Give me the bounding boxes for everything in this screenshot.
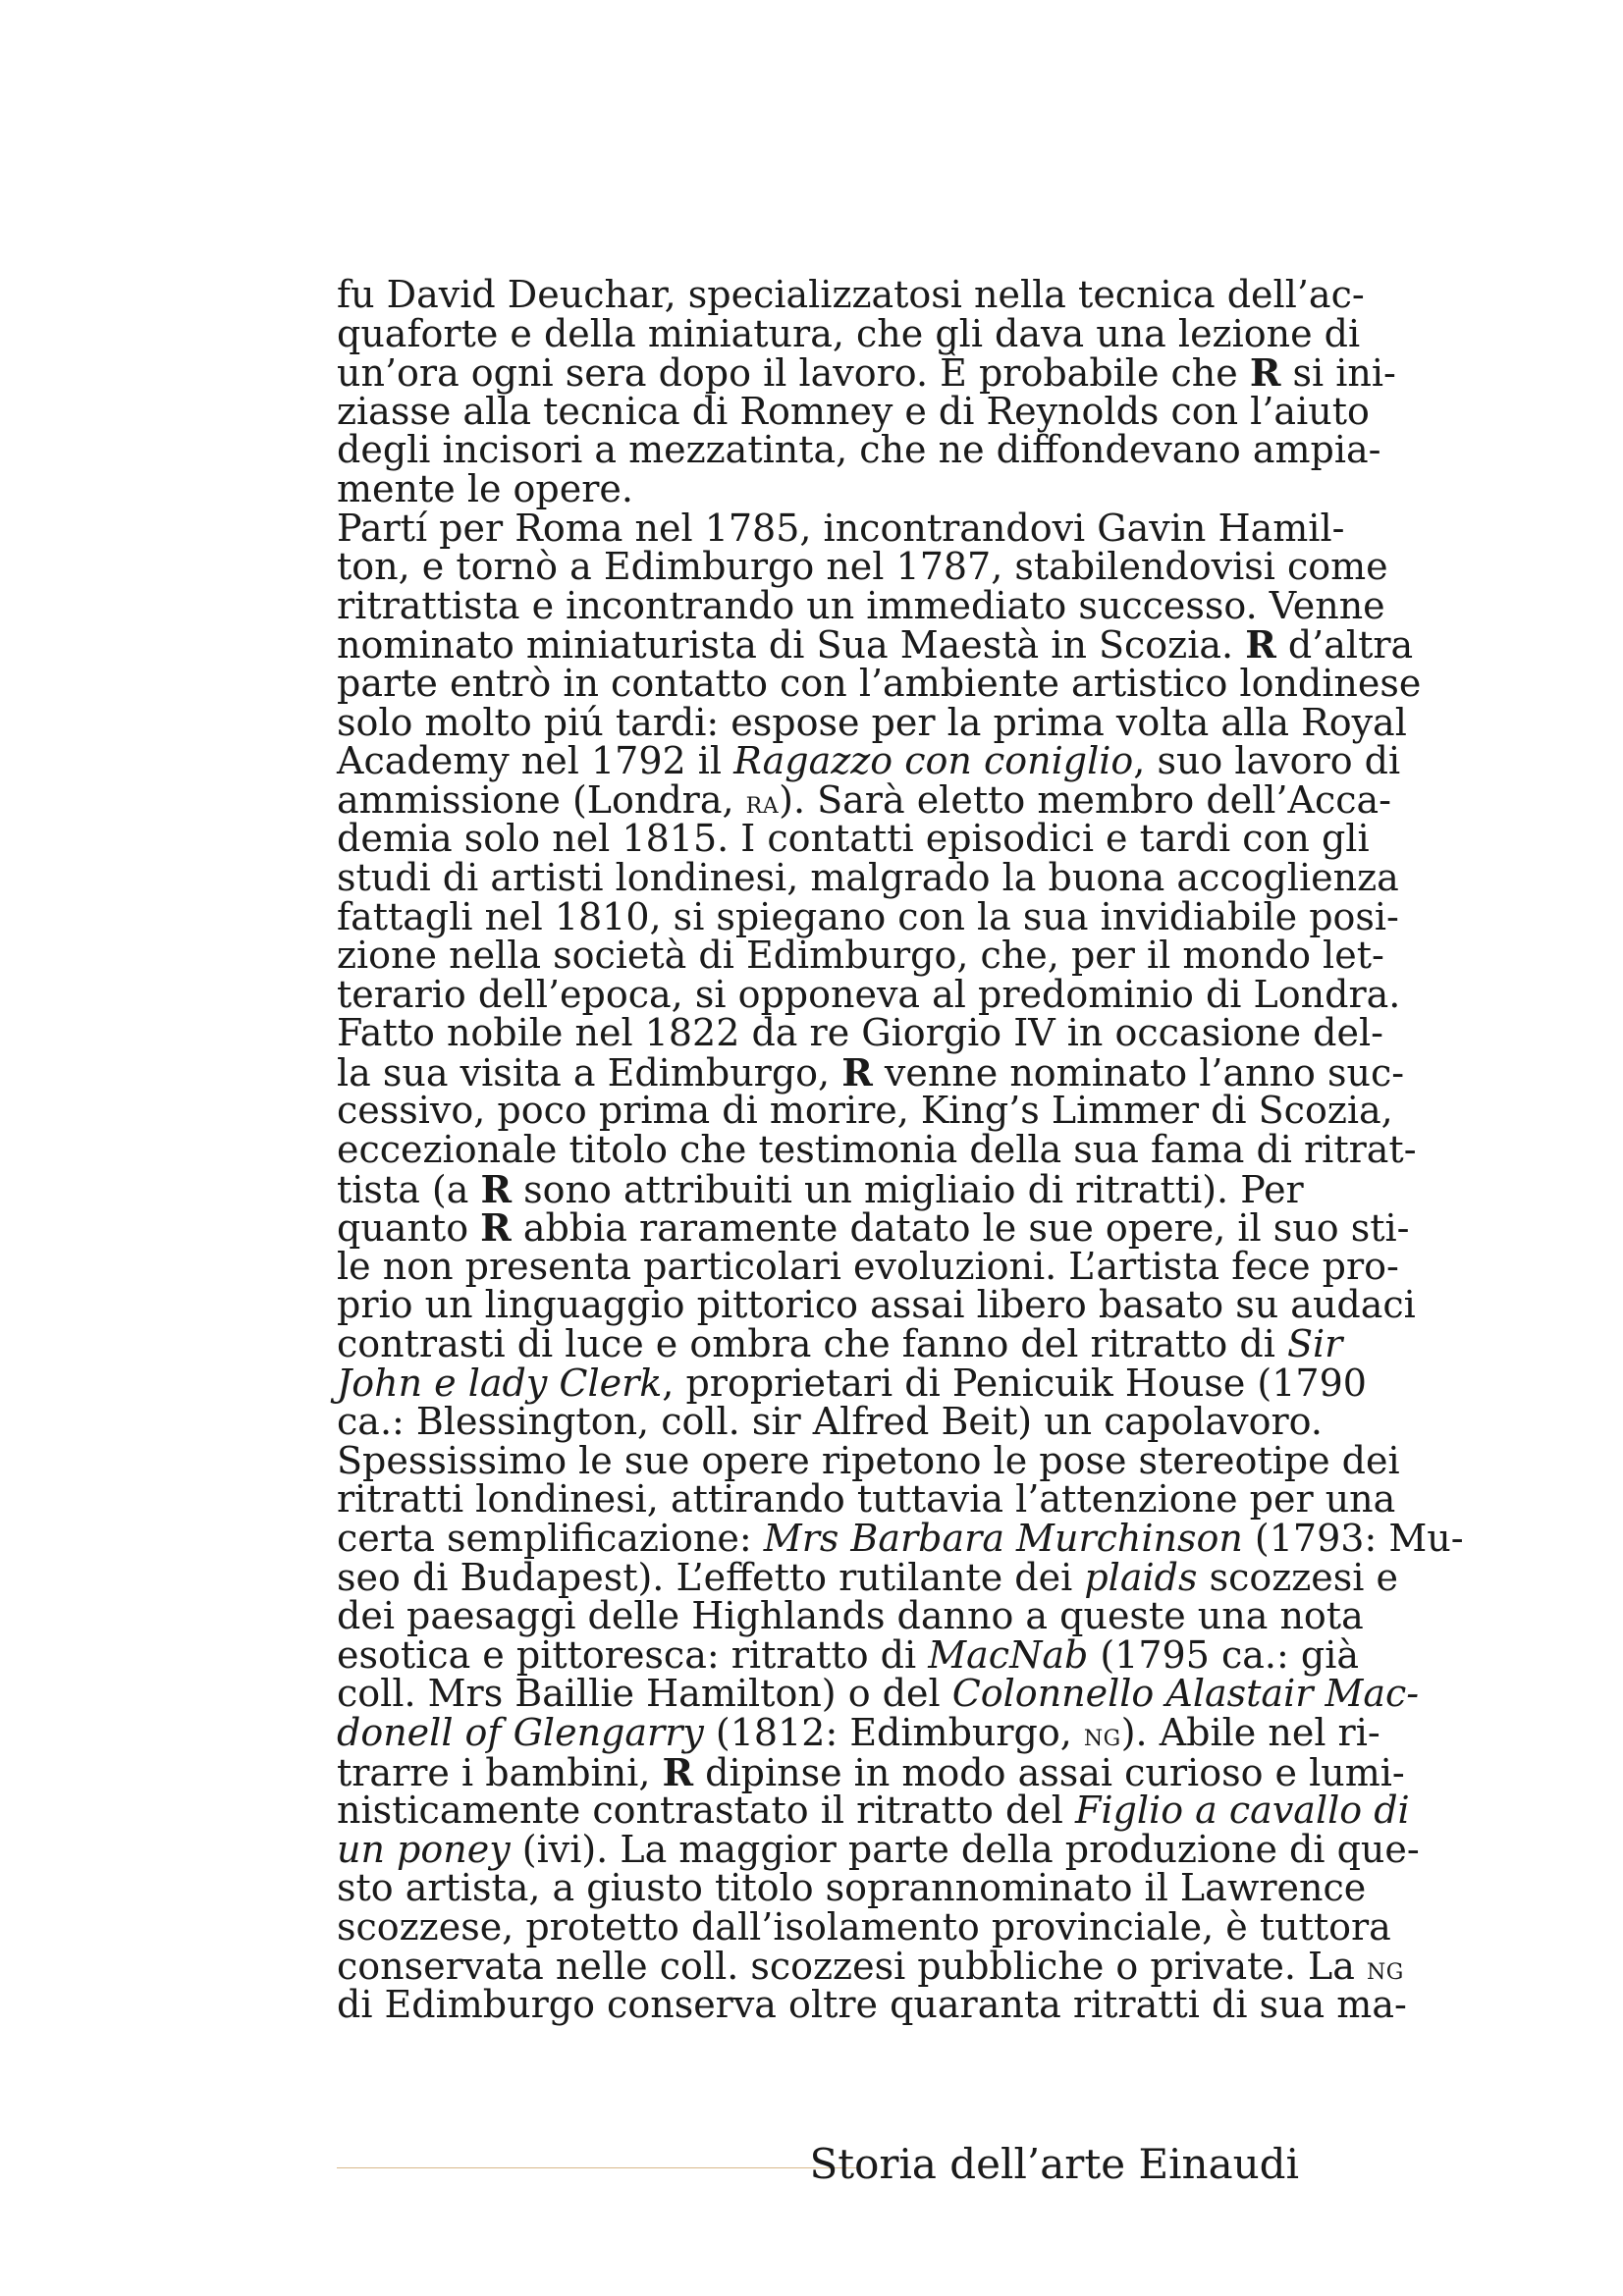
text-line: conservata nelle coll. scozzesi pubbliche o private. La ng bbox=[337, 1944, 1404, 1988]
text-line: ritrattista e incontrando un immediato successo. Venne bbox=[337, 583, 1385, 627]
text-line: ziasse alla tecnica di Romney e di Reynolds con l’aiuto bbox=[337, 389, 1370, 433]
text-line: ca.: Blessington, coll. sir Alfred Beit) un capolavoro. bbox=[337, 1400, 1323, 1444]
text-line: di Edimburgo conserva oltre quaranta ritratti di sua ma- bbox=[337, 1983, 1407, 2027]
text-line: mente le opere. bbox=[337, 466, 633, 510]
text-line: certa semplificazione: Mrs Barbara Murchinson (1793: Mu- bbox=[337, 1517, 1464, 1560]
text-line: cessivo, poco prima di morire, King’s Limmer di Scozia, bbox=[337, 1089, 1393, 1133]
text-line: Partí per Roma nel 1785, incontrandovi Gavin Hamil- bbox=[337, 506, 1345, 550]
text-line: eccezionale titolo che testimonia della sua fama di ritrat- bbox=[337, 1128, 1417, 1172]
text-line: le non presenta particolari evoluzioni. L’artista fece pro- bbox=[337, 1244, 1399, 1288]
text-line: esotica e pittoresca: ritratto di MacNab (1795 ca.: già bbox=[337, 1632, 1360, 1677]
text-line: ton, e tornò a Edimburgo nel 1787, stabilendovisi come bbox=[337, 545, 1388, 589]
text-line: prio un linguaggio pittorico assai libero basato su audaci bbox=[337, 1283, 1416, 1327]
text-line: fattagli nel 1810, si spiegano con la sua invidiabile posi- bbox=[337, 894, 1399, 938]
text-line: coll. Mrs Baillie Hamilton) o del Colonnello Alastair Mac- bbox=[337, 1672, 1420, 1716]
text-line: seo di Budapest). L’effetto rutilante dei plaids scozzesi e bbox=[337, 1555, 1398, 1599]
text-line: nisticamente contrastato il ritratto del Figlio a cavallo di bbox=[337, 1789, 1410, 1833]
footer-title: Storia dell’arte Einaudi bbox=[809, 2140, 1299, 2188]
text-line: donell of Glengarry (1812: Edimburgo, ng). Abile nel ri- bbox=[337, 1710, 1380, 1754]
footer-rule bbox=[337, 2167, 857, 2168]
text-line: dei paesaggi delle Highlands danno a queste una nota bbox=[337, 1594, 1364, 1638]
text-line: sto artista, a giusto titolo soprannominato il Lawrence bbox=[337, 1866, 1367, 1910]
text-line: Fatto nobile nel 1822 da re Giorgio IV in occasione del- bbox=[337, 1011, 1383, 1055]
text-line: John e lady Clerk, proprietari di Penicuik House (1790 bbox=[337, 1361, 1367, 1405]
text-line: ritratti londinesi, attirando tuttavia l’attenzione per una bbox=[337, 1477, 1396, 1522]
text-line: Academy nel 1792 il Ragazzo con coniglio, suo lavoro di bbox=[337, 739, 1401, 783]
text-line: la sua visita a Edimburgo, R venne nominato l’anno suc- bbox=[337, 1049, 1405, 1095]
text-line: studi di artisti londinesi, malgrado la buona accoglienza bbox=[337, 855, 1399, 899]
body-text bbox=[337, 273, 1464, 2027]
text-line: un’ora ogni sera dopo il lavoro. È probabile che R si ini- bbox=[337, 350, 1396, 396]
text-line: degli incisori a mezzatinta, che ne diffondevano ampia- bbox=[337, 428, 1381, 472]
text-line: terario dell’epoca, si opponeva al predominio di Londra. bbox=[337, 972, 1401, 1016]
text-line: demia solo nel 1815. I contatti episodici e tardi con gli bbox=[337, 817, 1370, 861]
text-line: fu David Deuchar, specializzatosi nella tecnica dell’ac- bbox=[337, 273, 1365, 316]
text-line: solo molto piú tardi: espose per la prima volta alla Royal bbox=[337, 700, 1407, 744]
text-line: tista (a R sono attribuiti un migliaio di ritratti). Per bbox=[337, 1166, 1304, 1211]
text-line: scozzese, protetto dall’isolamento provinciale, è tuttora bbox=[337, 1904, 1391, 1949]
text-line: trarre i bambini, R dipinse in modo assai curioso e lumi- bbox=[337, 1749, 1405, 1794]
text-line: parte entrò in contatto con l’ambiente artistico londinese bbox=[337, 661, 1422, 705]
text-line: quanto R abbia raramente datato le sue opere, il suo sti- bbox=[337, 1205, 1410, 1251]
text-line: Spessissimo le sue opere ripetono le pose stereotipe dei bbox=[337, 1438, 1400, 1482]
text-line: un poney (ivi). La maggior parte della produzione di que- bbox=[337, 1827, 1420, 1871]
text-line: contrasti di luce e ombra che fanno del ritratto di Sir bbox=[337, 1322, 1343, 1366]
text-line: nominato miniaturista di Sua Maestà in Scozia. R d’altra bbox=[337, 622, 1414, 667]
text-line: ammissione (Londra, ra). Sarà eletto membro dell’Acca- bbox=[337, 777, 1392, 822]
text-line: quaforte e della miniatura, che gli dava una lezione di bbox=[337, 311, 1361, 355]
text-line: zione nella società di Edimburgo, che, per il mondo let- bbox=[337, 934, 1384, 978]
